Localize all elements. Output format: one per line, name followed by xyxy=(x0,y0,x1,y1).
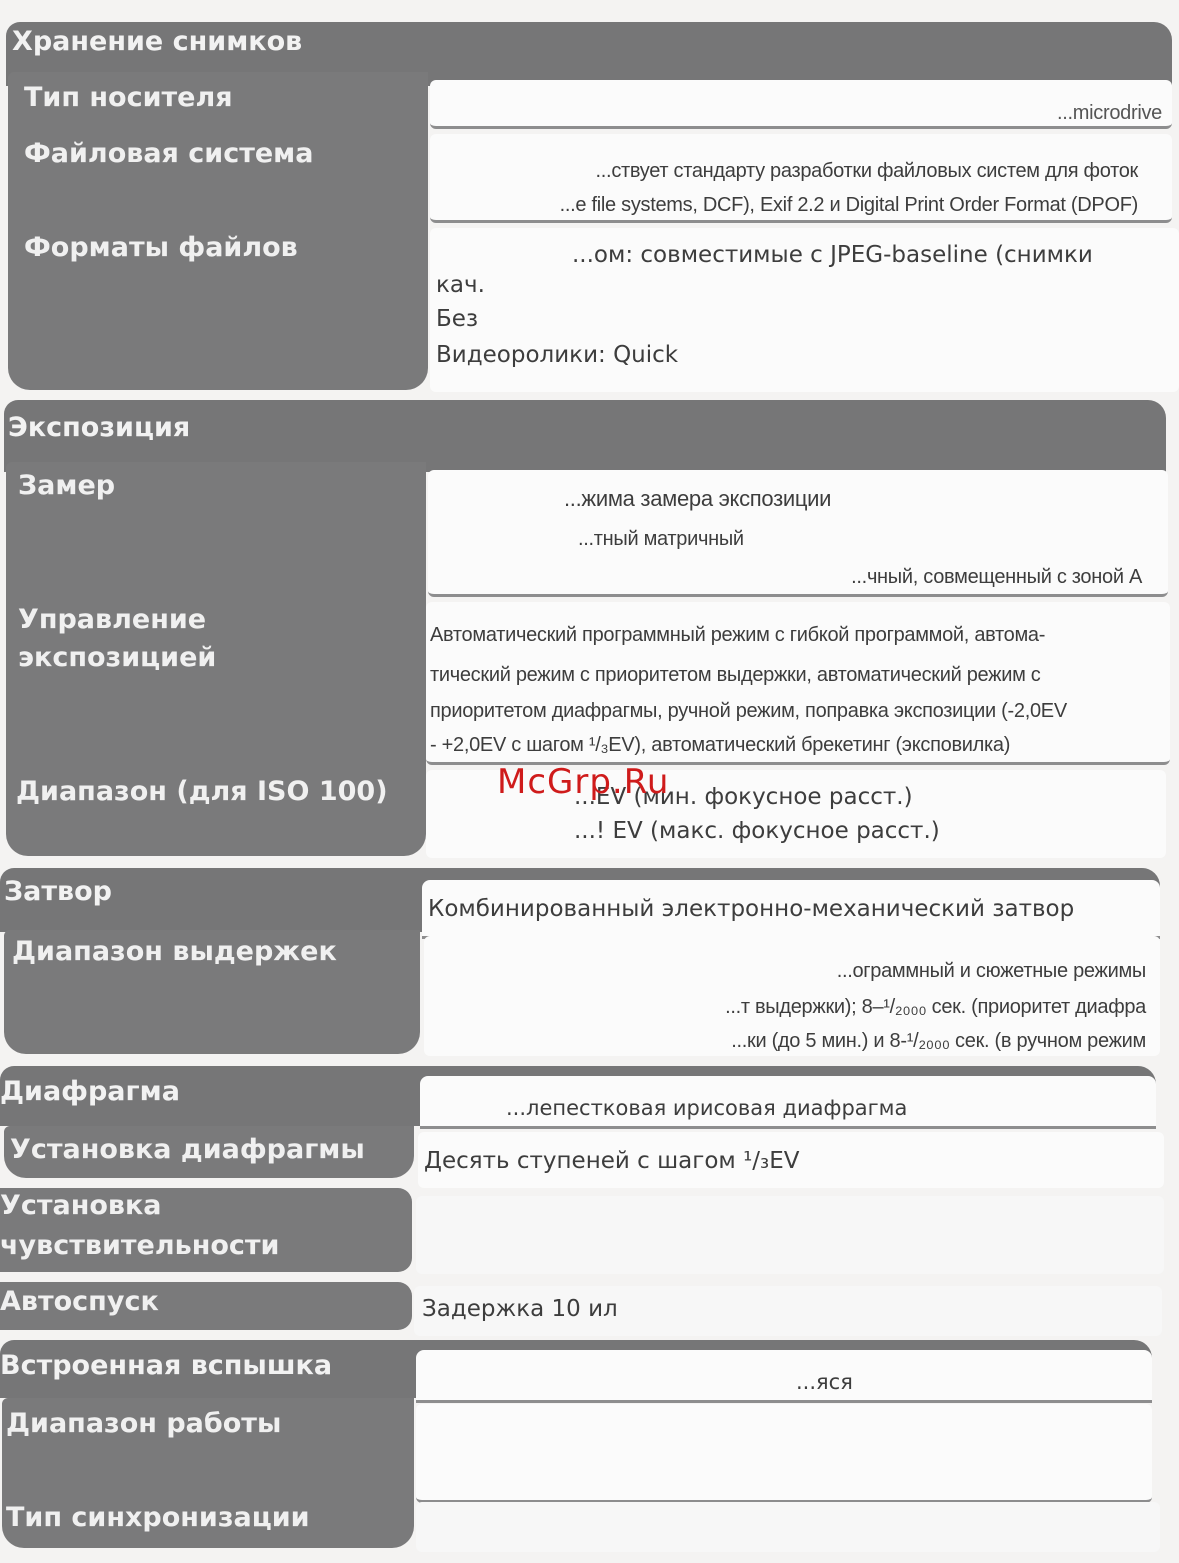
aperture-setting-text: Десять ступеней с шагом ¹/₃EV xyxy=(424,1148,800,1174)
file-system-line2: ...e file systems, DCF), Exif 2.2 и Digital Print Order Format (DPOF) xyxy=(559,194,1138,216)
exposure-control-label-1: Управление xyxy=(18,604,207,635)
exposure-control-line1: Автоматический программный режим с гибкой программой, автома- xyxy=(430,624,1046,646)
shutter-speeds-line1: ...ограммный и сюжетные режимы xyxy=(836,960,1146,982)
file-system-label: Файловая система xyxy=(24,138,314,169)
sensitivity-value xyxy=(416,1196,1164,1274)
exposure-range-line1: ...EV (мин. фокусное расст.) xyxy=(574,784,913,810)
metering-line2: ...тный матричный xyxy=(578,528,744,550)
self-timer-label: Автоспуск xyxy=(0,1286,159,1317)
flash-type-text: ...яся xyxy=(796,1370,853,1394)
sync-type-label: Тип синхронизации xyxy=(6,1502,310,1533)
file-formats-value xyxy=(430,228,1179,392)
flash-range-label: Диапазон работы xyxy=(6,1408,282,1439)
metering-value xyxy=(428,470,1168,597)
flash-type-value xyxy=(416,1350,1152,1403)
shutter-speeds-line2: ...т выдержки); 8–¹/₂₀₀₀ сек. (приоритет диафра xyxy=(725,996,1146,1018)
file-formats-line3: Без xyxy=(436,306,479,332)
exposure-control-line4: - +2,0EV с шагом ¹/₃EV), автоматический брекетинг (эксповилка) xyxy=(430,734,1011,756)
exposure-control-value xyxy=(426,602,1170,765)
exposure-range-line2: ...! EV (макс. фокусное расст.) xyxy=(574,818,940,844)
file-formats-line1: ...ом: совместимые с JPEG-baseline (снимки xyxy=(572,242,1093,268)
media-type-text: ...microdrive xyxy=(1056,102,1162,124)
sync-type-value xyxy=(416,1502,1160,1552)
file-formats-label: Форматы файлов xyxy=(24,232,298,263)
metering-line1: ...жима замера экспозиции xyxy=(564,486,832,511)
media-type-value xyxy=(430,80,1172,129)
aperture-type-value xyxy=(420,1076,1156,1129)
aperture-setting-label: Установка диафрагмы xyxy=(10,1134,365,1165)
file-formats-line2: кач. xyxy=(436,272,485,298)
self-timer-value xyxy=(414,1286,1162,1336)
shutter-type-value xyxy=(422,880,1160,939)
metering-line3: ...чный, совмещенный с зоной А xyxy=(851,566,1142,588)
exposure-range-label: Диапазон (для ISO 100) xyxy=(16,776,388,807)
self-timer-text: Задержка 10 ил xyxy=(422,1296,618,1322)
media-type-label: Тип носителя xyxy=(24,82,233,113)
file-formats-line4: Видеоролики: Quick xyxy=(436,342,679,368)
section-title: Встроенная вспышка xyxy=(0,1350,333,1381)
section-title: Экспозиция xyxy=(8,412,191,443)
section-title: Хранение снимков xyxy=(12,26,303,57)
exposure-control-label-2: экспозицией xyxy=(18,642,217,673)
exposure-control-line2: тический режим с приоритетом выдержки, автоматический режим с xyxy=(430,664,1041,686)
exposure-control-line3: приоритетом диафрагмы, ручной режим, поправка экспозиции (-2,0EV xyxy=(430,700,1067,722)
watermark: McGrp.Ru xyxy=(497,762,670,802)
sensitivity-label-1: Установка xyxy=(0,1190,162,1221)
shutter-type-text: Комбинированный электронно-механический затвор xyxy=(428,896,1075,922)
aperture-type-text: ...лепестковая ирисовая диафрагма xyxy=(506,1096,908,1120)
file-system-value xyxy=(430,134,1172,223)
file-system-line1: ...ствует стандарту разработки файловых систем для фоток xyxy=(595,160,1138,182)
flash-range-value xyxy=(416,1404,1152,1503)
section-title: Затвор xyxy=(4,876,113,907)
shutter-speeds-line3: ...ки (до 5 мин.) и 8-¹/₂₀₀₀ сек. (в ручном режим xyxy=(731,1030,1146,1052)
sensitivity-label-2: чувствительности xyxy=(0,1230,280,1261)
shutter-speeds-label: Диапазон выдержек xyxy=(12,936,337,967)
section-title: Диафрагма xyxy=(0,1076,180,1107)
aperture-setting-value xyxy=(418,1132,1164,1188)
metering-label: Замер xyxy=(18,470,116,501)
shutter-speeds-value xyxy=(424,936,1160,1056)
